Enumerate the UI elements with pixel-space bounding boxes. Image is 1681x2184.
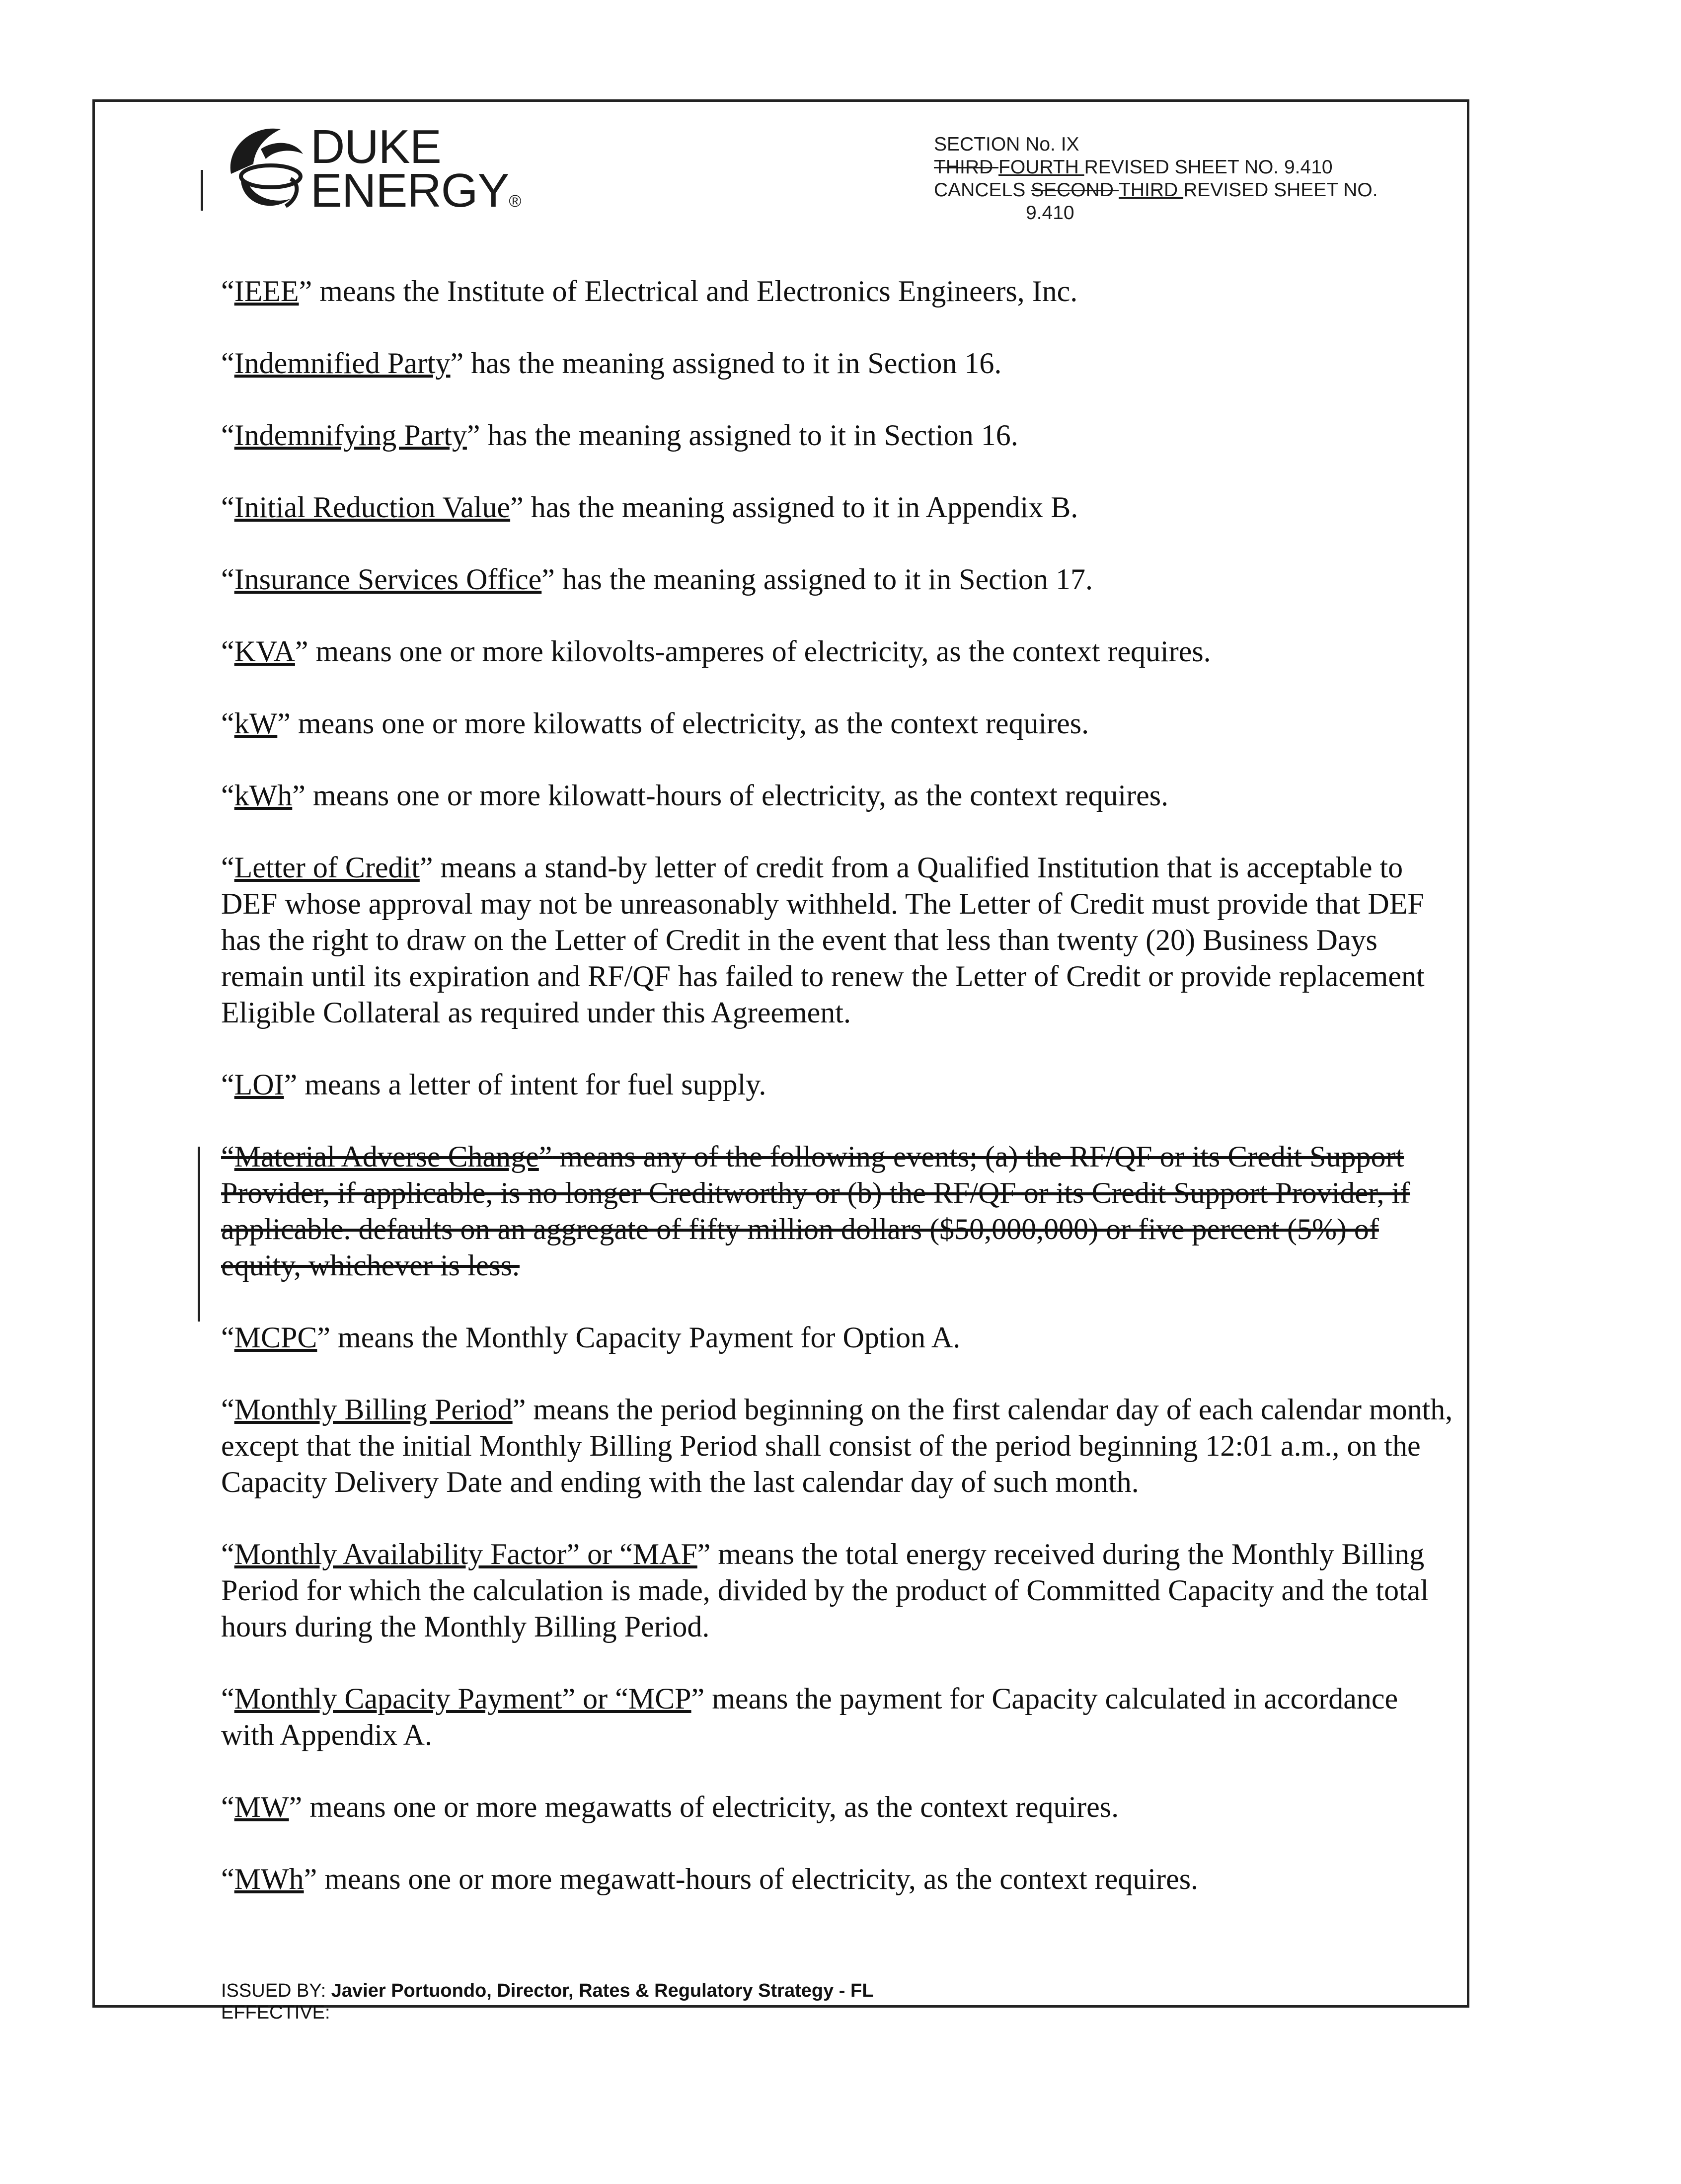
definition-text: means the period beginning on the first calendar day of each calendar month, except that the initial Monthly Billing Period shall consist of the period beginning 12:01 a.m., on the Capacity Delivery Date and ending with the last calendar day of such month. (221, 1393, 1453, 1498)
inserted-text: FOURTH (998, 156, 1084, 178)
definition-term: kWh (234, 779, 293, 812)
definition-term: MWh (234, 1863, 304, 1895)
definition: “Letter of Credit” means a stand-by letter of credit from a Qualified Institution that is acceptable to DEF whose approval may not be unreasonably withheld. The Letter of Credit must provide that DEF has the right to draw on the Letter of Credit in the event that less than twenty (20) Business Days remain until its expiration and RF/QF has failed to renew the Letter of Credit or provide replacement Eligible Collateral as required under this Agreement. (221, 851, 1425, 1029)
definition-term: MCPC (234, 1321, 317, 1354)
definition-term: Monthly Availability Factor” or “MAF (234, 1538, 697, 1570)
definition: “Initial Reduction Value” has the meaning assigned to it in Appendix B. (221, 491, 1078, 524)
section-number: SECTION No. IX (934, 134, 1079, 155)
definition-term: Monthly Billing Period (234, 1393, 513, 1426)
definition-text: means the payment for Capacity calculated in accordance with Appendix A. (221, 1682, 1398, 1751)
definition-term: MW (234, 1791, 289, 1823)
definition: “Indemnifying Party” has the meaning assigned to it in Section 16. (221, 419, 1018, 452)
definition: “MCPC” means the Monthly Capacity Payment for Option A. (221, 1321, 961, 1354)
definition: “kWh” means one or more kilowatt-hours of electricity, as the context requires. (221, 779, 1169, 812)
revised-sheet-line (934, 156, 1446, 179)
definition: “Insurance Services Office” has the meaning assigned to it in Section 17. (221, 563, 1093, 596)
definition-text: means a letter of intent for fuel supply. (297, 1068, 766, 1101)
revised-sheet-text: REVISED SHEET NO. 9.410 (1084, 156, 1333, 178)
definition-text: means one or more kilowatts of electricity, as the context requires. (290, 707, 1089, 740)
definition-term: Indemnified Party (234, 347, 451, 380)
definition-term: Insurance Services Office (234, 563, 542, 596)
definition-text: has the meaning assigned to it in Section 16. (463, 347, 1002, 380)
definition-term: Monthly Capacity Payment” or “MCP (234, 1682, 691, 1715)
revision-change-bar (198, 1147, 200, 1322)
sheet-footer (221, 1980, 873, 2024)
definition: “IEEE” means the Institute of Electrical and Electronics Engineers, Inc. (221, 275, 1078, 308)
logo-text-energy-word: ENERGY (310, 164, 509, 217)
struck-text: THIRD (934, 156, 998, 178)
definitions-list (221, 273, 1453, 1933)
definition-text: means the total energy received during the Monthly Billing Period for which the calculation is made, divided by the product of Committed Capacity and the total hours during the Monthly Billing Period. (221, 1538, 1429, 1643)
logo-divider (201, 170, 203, 211)
definition: “Monthly Capacity Payment” or “MCP” means the payment for Capacity calculated in accordance with Appendix A. (221, 1682, 1398, 1751)
definition-term: Indemnifying Party (234, 419, 467, 452)
definition-text: means one or more megawatts of electricity, as the context requires. (302, 1791, 1119, 1823)
definition-text: means any of the following events; (a) the RF/QF or its Credit Support Provider, if applicable, is no longer Creditworthy or (b) the RF/QF or its Credit Support Provider, if applicable. defaults on an aggregate of fifty million dollars ($50,000,000) or five percent (5%) of equity, whichever is less. (221, 1140, 1410, 1282)
sheet-header (934, 133, 1446, 225)
definition-text: means the Institute of Electrical and Electronics Engineers, Inc. (312, 275, 1078, 308)
definition: “LOI” means a letter of intent for fuel supply. (221, 1068, 766, 1101)
definition-term: Letter of Credit (234, 851, 420, 884)
definition-text: has the meaning assigned to it in Section 17. (554, 563, 1093, 596)
inserted-text: THIRD (1119, 179, 1184, 201)
definition-text: means the Monthly Capacity Payment for Option A. (330, 1321, 961, 1354)
definition: “Indemnified Party” has the meaning assigned to it in Section 16. (221, 347, 1002, 380)
definition: “Monthly Billing Period” means the period beginning on the first calendar day of each calendar month, except that the initial Monthly Billing Period shall consist of the period beginning 12:01 a.m., on the Capacity Delivery Date and ending with the last calendar day of such month. (221, 1393, 1453, 1498)
definition-term: KVA (234, 635, 295, 668)
definition-term: LOI (234, 1068, 284, 1101)
definition-text: means one or more kilowatt-hours of electricity, as the context requires. (305, 779, 1169, 812)
logo-registered-mark: ® (509, 192, 521, 211)
definition-text: means one or more megawatt-hours of electricity, as the context requires. (317, 1863, 1199, 1895)
definition-term: IEEE (234, 275, 299, 308)
cancels-sheet-number: 9.410 (1026, 202, 1074, 224)
definition-text: means one or more kilovolts-amperes of electricity, as the context requires. (308, 635, 1211, 668)
cancels-text: REVISED SHEET NO. (1183, 179, 1378, 201)
logo-text-duke: DUKE (310, 120, 441, 173)
logo-text-energy (310, 164, 521, 225)
issued-by-value: Javier Portuondo, Director, Rates & Regulatory Strategy - FL (331, 1980, 874, 2001)
definition-term: Material Adverse Change (234, 1140, 539, 1173)
issued-by-label: ISSUED BY: (221, 1980, 331, 2001)
definition-term: kW (234, 707, 278, 740)
definition: “MW” means one or more megawatts of electricity, as the context requires. (221, 1791, 1119, 1823)
definition: “MWh” means one or more megawatt-hours of electricity, as the context requires. (221, 1863, 1199, 1895)
definition: “KVA” means one or more kilovolts-amperes of electricity, as the context requires. (221, 635, 1211, 668)
cancels-line (934, 179, 1446, 202)
definition-text: has the meaning assigned to it in Appendix B. (523, 491, 1078, 524)
definition: “Monthly Availability Factor” or “MAF” means the total energy received during the Monthly Billing Period for which the calculation is made, divided by the product of Committed Capacity and the total hours during the Monthly Billing Period. (221, 1538, 1429, 1643)
definition: “kW” means one or more kilowatts of electricity, as the context requires. (221, 707, 1089, 740)
deleted-definition: “Material Adverse Change” means any of the following events; (a) the RF/QF or its Credit Support Provider, if applicable, is no longer Creditworthy or (b) the RF/QF or its Credit Support Provider, if applicable. defaults on an aggregate of fifty million dollars ($50,000,000) or five percent (5%) of equity, whichever is less. (221, 1140, 1410, 1282)
definition-term: Initial Reduction Value (234, 491, 511, 524)
definition-text: means a stand-by letter of credit from a Qualified Institution that is acceptable to DEF whose approval may not be unreasonably withheld. The Letter of Credit must provide that DEF has the right to draw on the Letter of Credit in the event that less than twenty (20) Business Days remain until its expiration and RF/QF has failed to renew the Letter of Credit or provide replacement Eligible Collateral as required under this Agreement. (221, 851, 1425, 1029)
effective-label: EFFECTIVE: (221, 2002, 330, 2023)
cancels-prefix: CANCELS (934, 179, 1031, 201)
definition-text: has the meaning assigned to it in Section 16. (480, 419, 1018, 452)
struck-text: SECOND (1031, 179, 1119, 201)
issued-by-line (221, 1980, 873, 2002)
